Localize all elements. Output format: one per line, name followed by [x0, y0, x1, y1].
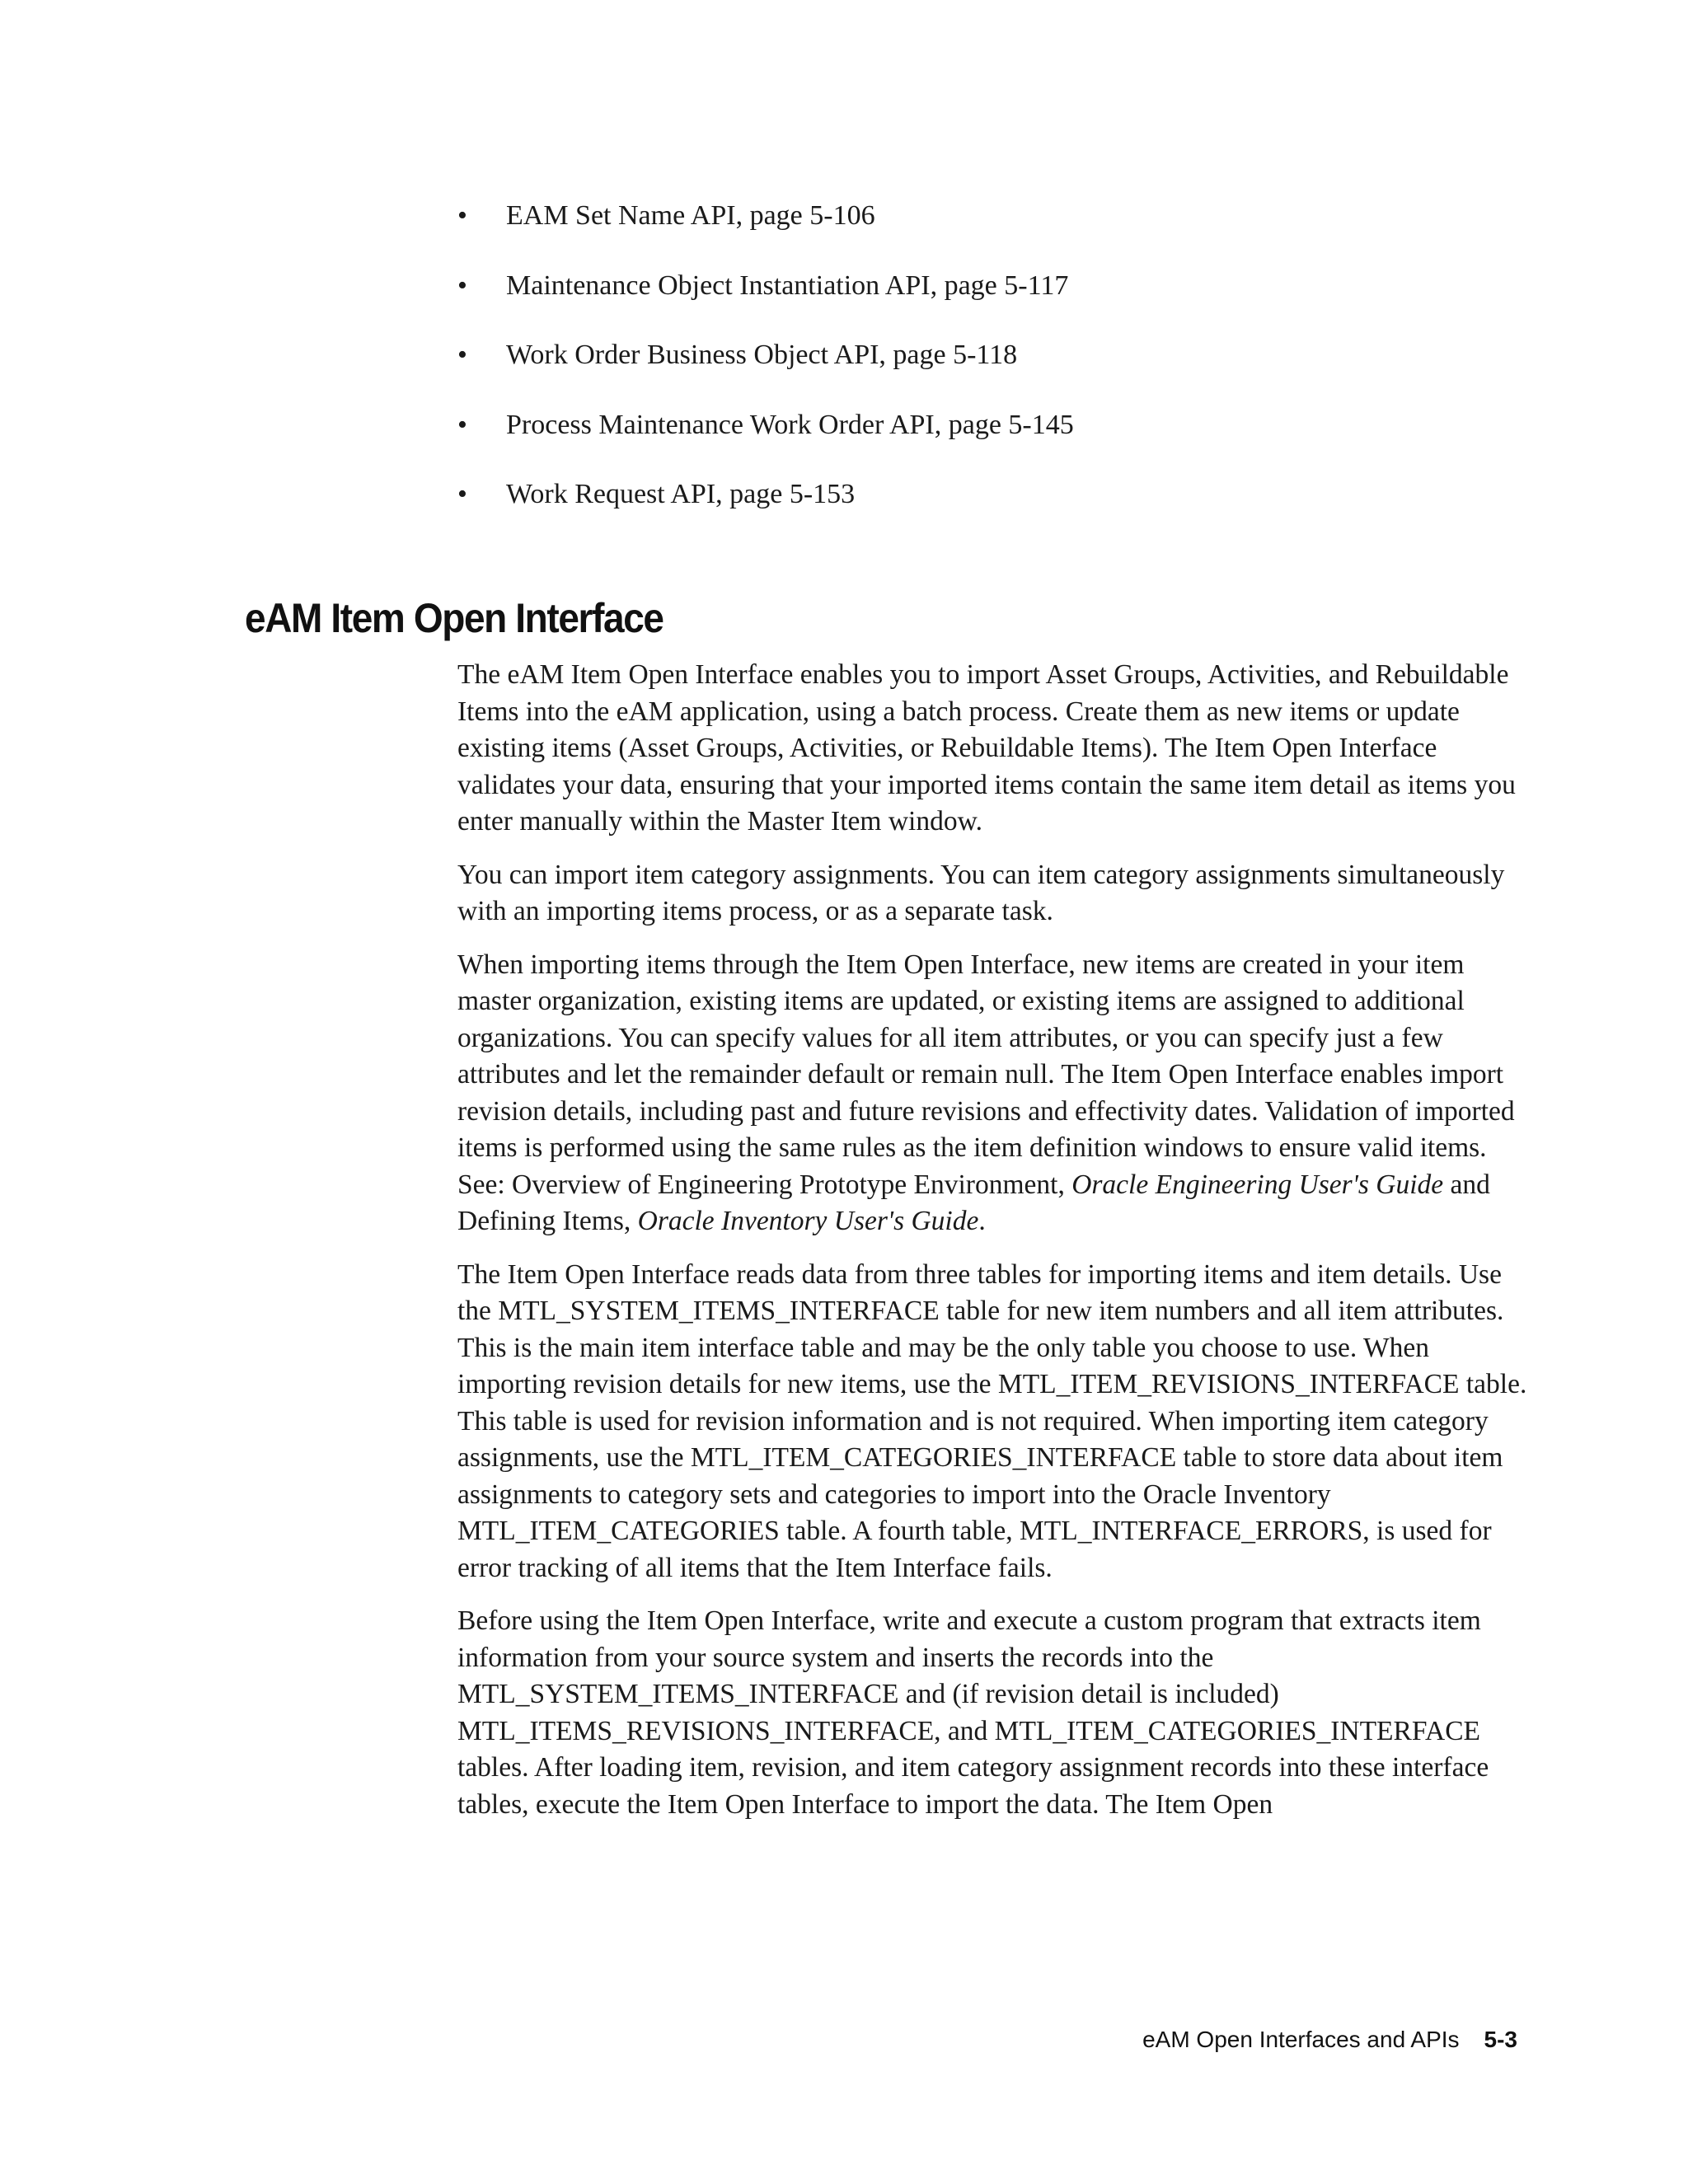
footer-chapter-title: eAM Open Interfaces and APIs	[1142, 2027, 1460, 2052]
paragraph-text: .	[978, 1206, 986, 1236]
bullet-icon: •	[457, 269, 467, 301]
bullet-icon: •	[457, 409, 467, 440]
list-item-text: Process Maintenance Work Order API, page 5-145	[506, 409, 1074, 440]
bullet-icon: •	[457, 479, 467, 509]
book-reference-inventory: Oracle Inventory User's Guide	[637, 1206, 979, 1236]
list-item	[457, 337, 1074, 407]
list-item	[457, 476, 1074, 546]
list-item-text: Work Order Business Object API, page 5-118	[506, 340, 1018, 370]
paragraph-interface-tables: The Item Open Interface reads data from three tables for importing items and item details. Use the MTL_SYSTEM_ITEMS_INTERFACE table for new item numbers and all item attributes. This is the main item interface table and may be the only table you choose to use. When importing revision details for new items, use the MTL_ITEM_REVISIONS_INTERFACE table. This table is used for revision information and is not required. When importing item category assignments, use the MTL_ITEM_CATEGORIES_INTERFACE table to store data about item assignments to category sets and categories to import into the Oracle Inventory MTL_ITEM_CATEGORIES table. A fourth table, MTL_INTERFACE_ERRORS, is used for error tracking of all items that the Item Interface fails.	[457, 1258, 1527, 1583]
list-item-text: Work Request API, page 5-153	[506, 479, 856, 509]
paragraph-text: and Defining Items,	[457, 1169, 1490, 1236]
page-footer	[1142, 2026, 1517, 2054]
list-item	[457, 198, 1074, 268]
api-bullet-list	[457, 198, 1074, 546]
paragraph-intro: The eAM Item Open Interface enables you to import Asset Groups, Activities, and Rebuildable Items into the eAM application, using a batch process. Create them as new items or update existing items (Asset Groups, Activities, or Rebuildable Items). The Item Open Interface validates your data, ensuring that your imported items contain the same item detail as items you enter manually within the Master Item window.	[457, 659, 1516, 837]
section-heading: eAM Item Open Interface	[245, 595, 663, 641]
list-item-text: EAM Set Name API, page 5-106	[506, 200, 875, 231]
list-item-text: Maintenance Object Instantiation API, page 5-117	[506, 269, 1069, 301]
list-item	[457, 268, 1074, 338]
paragraph-importing-items	[457, 947, 1529, 1240]
bullet-icon: •	[457, 340, 467, 370]
list-item	[457, 407, 1074, 477]
footer-page-number: 5-3	[1484, 2027, 1517, 2052]
bullet-icon: •	[457, 200, 467, 231]
paragraph-category-assignments: You can import item category assignments. You can item category assignments simultaneously with an importing items process, or as a separate task.	[457, 859, 1505, 926]
book-reference-engineering: Oracle Engineering User's Guide	[1071, 1169, 1444, 1200]
paragraph-custom-program: Before using the Item Open Interface, write and execute a custom program that extracts item information from your source system and inserts the records into the MTL_SYSTEM_ITEMS_INTERFACE and (if revision detail is included) MTL_ITEMS_REVISIONS_INTERFACE, and MTL_ITEM_CATEGORIES_INTERFACE tables. After loading item, revision, and item category assignment records into these interface tables, execute the Item Open Interface to import the data. The Item Open	[457, 1605, 1489, 1820]
section-body	[457, 657, 1529, 1840]
paragraph-text: When importing items through the Item Open Interface, new items are created in your item master organization, existing items are updated, or existing items are assigned to additional organizations. You can specify values for all item attributes, or you can specify just a few attributes and let the remainder default or remain null. The Item Open Interface enables import revision details, including past and future revisions and effectivity dates. Validation of imported items is performed using the same rules as the item definition windows to ensure valid items. See: Overview of Engineering Prototype Environment,	[457, 949, 1515, 1200]
